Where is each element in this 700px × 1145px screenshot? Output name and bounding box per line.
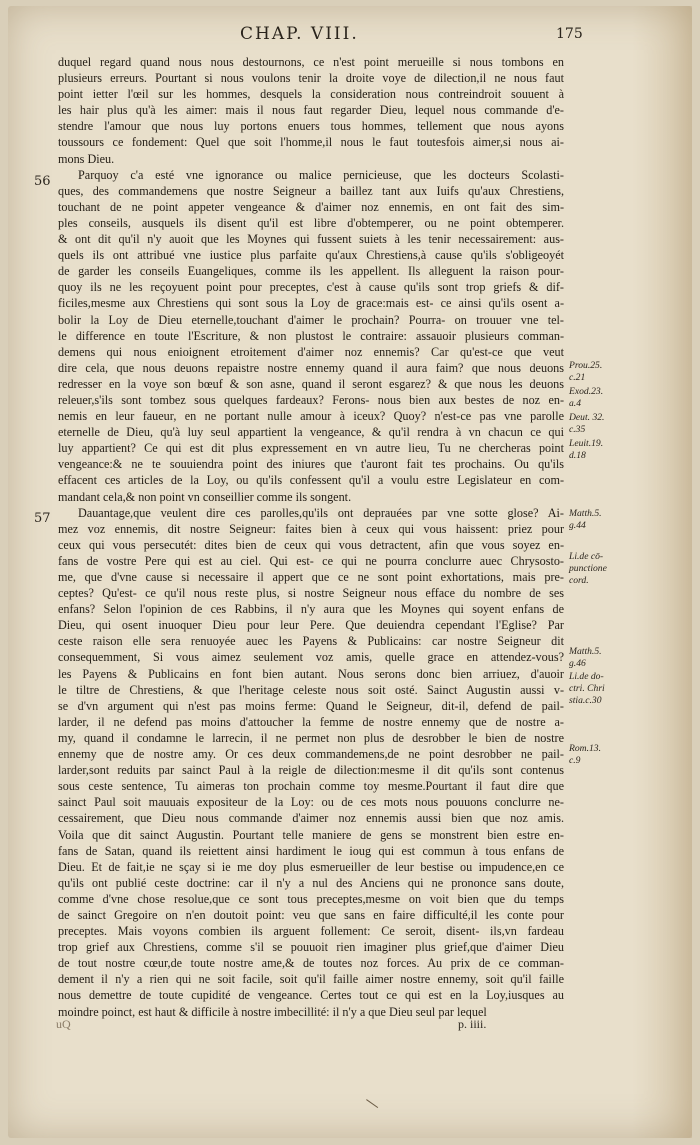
text-line: sainct Paul soit mauuais expositeur de la Loy: ou de ces mots nous pouuons conclurre ne- <box>58 795 564 810</box>
paragraph-number: 57 <box>34 511 51 526</box>
text-line: Dieu, qui osent inuoquer Dieu pour leur Pere. Que deuiendra cependant l'Eglise? Par <box>58 618 564 633</box>
text-line: de tout nostre cœur,de toute nostre ame,& de toutes noz forces. Au prix de ce comman- <box>58 956 564 971</box>
margin-note-line: Prou.25. <box>569 360 603 371</box>
text-line: de garder les conseils Euangeliques, comme ils les appellent. Ils alleguent la raison pour- <box>58 264 564 279</box>
margin-note-line: d.18 <box>569 450 586 461</box>
text-line: ennemy que de nostre amy. Or ces deux commandemens,de ne point desrobber ne pail- <box>58 747 564 762</box>
text-line: ficiles,mesme aux Chrestiens qui sont sous la Loy de grace:mais est- ce ainsi qu'ils osent a- <box>58 296 564 311</box>
margin-note-line: Rom.13. <box>569 743 601 754</box>
margin-note-line: g.44 <box>569 520 586 531</box>
text-line: duquel regard quand nous nous destournons, ce n'est point merueille si nous tombons en <box>58 55 564 69</box>
text-line: cessairement, que Dieu nous commande d'aimer noz ennemis aussi bien que noz amis. <box>58 811 564 826</box>
text-line: larder, il ne defend pas moins d'attoucher la femme de nostre ennemy que de nostre a- <box>58 714 564 729</box>
margin-note <box>569 671 649 707</box>
margin-note-line: c.21 <box>569 372 586 383</box>
margin-note-line: cord. <box>569 575 589 586</box>
margin-note <box>569 551 649 587</box>
book-page <box>8 6 692 1138</box>
margin-note-line: g.46 <box>569 658 586 669</box>
folio-number: 175 <box>556 26 583 42</box>
text-line: fans de vostre Pere qui est au ciel. Qui est- ce qui ne pourra conclurre auec Chrysosto- <box>58 553 564 568</box>
text-line: de sainct Gregoire on n'en doutoit point: veu que sans en faire difficulté,il les conte pour <box>58 907 564 922</box>
text-line: nous demettre de toute cupidité de vengeance. Certes tout ce qui est en la Loy,iusques au <box>58 988 564 1003</box>
text-line: touchant de ne point appeter vengeance & d'aimer noz ennemis, en ont fait des sim- <box>58 199 564 214</box>
text-line: & ont dit qu'il n'y auoit que les Moynes qui fussent suiets à les tenir necessairement: aus- <box>58 232 564 247</box>
catchword: uQ <box>56 1017 71 1031</box>
margin-note-line: c.35 <box>569 424 586 435</box>
text-line: plusieurs erreurs. Pourtant si nous voulons tenir la droite voye de dilection,il ne nous faut <box>58 71 564 86</box>
paragraph-number: 56 <box>34 174 51 189</box>
text-line: larder,sont reduits par sainct Paul à la reigle de dilection:mesme il dit qu'ils sont contenus <box>58 763 564 778</box>
text-line: nemis en leur faueur, en ne portant nulle amour à iceux? Quoy? n'est-ce pas vne parolle <box>58 409 564 424</box>
text-line: dire cela, que nous deuons repaistre nostre ennemy quand il aura faim? que nous deuons <box>58 360 564 375</box>
margin-note-line: ctri. Chri <box>569 683 605 694</box>
text-line: ceste raison elle sera renuoyée auec les Payens & Publicains: car nostre Seigneur dit <box>58 634 564 649</box>
text-line: mandant cela,& non point vn conseillier comme ils songent. <box>58 489 352 504</box>
margin-note <box>569 386 649 410</box>
margin-note-line: Li.de do- <box>569 671 604 682</box>
text-line: le difference en toute l'Escriture, & non plustost le contraire: assauoir plusieurs comman- <box>58 328 564 343</box>
text-line: mez voz ennemis, dit nostre Seigneur: faites bien à ceux qui vous haissent: priez pour <box>58 521 564 536</box>
margin-note-line: Li.de cō- <box>569 551 604 562</box>
text-line: vengeance:& ne te souuiendra point des iniures que t'auront fait tes prochains. Ou qu'ils <box>58 457 564 472</box>
text-line: demens qui nous enioignent etroitement d'aimer noz ennemis? Car qu'est-ce que veut <box>58 344 564 359</box>
text-line: Voila que dit sainct Augustin. Pourtant telle maniere de gens se monstrent bien estre en- <box>58 827 564 842</box>
signature-mark: p. iiii. <box>458 1017 487 1031</box>
text-line: bolir la Loy de Dieu eternelle,touchant d'aimer le prochain? Pourra- on trouuer vne tel- <box>58 312 564 327</box>
text-line: mons Dieu. <box>58 151 115 166</box>
text-line: luy appartient? Ce qui est dit plus expressement en vn autre lieu, Tu ne chercheras point <box>58 441 564 456</box>
text-line: quels ils ont attribué vne iustice plus parfaite qu'aux Chrestiens,à cause qu'ils s'obligeoyét <box>58 248 564 263</box>
margin-note-line: c.9 <box>569 755 581 766</box>
text-line: les hair plus qu'à les aimer: mais il nous faut regarder Dieu, lequel nous commande d'e- <box>58 103 564 118</box>
text-line: quoy ils ne les reçoyuent point pour preceptes, c'est à cause qu'ils sont trop griefs & dif- <box>58 280 564 295</box>
text-line: fans de Satan, quand ils reiettent ainsi hardiment le ioug qui est commun à tous enfans de <box>58 843 564 858</box>
text-line: ques, des commandemens que nostre Seigneur a baillez tant aux Iuifs qu'aux Chrestiens, <box>58 183 564 198</box>
margin-note <box>569 360 649 384</box>
margin-note <box>569 508 649 532</box>
margin-note-line: Matth.5. <box>569 646 602 657</box>
text-line: my, quand il condamne le larrecin, il ne permet non plus de desrobber le bien de nostre <box>58 730 564 745</box>
margin-note <box>569 438 649 462</box>
text-line: qu'ils ont publié ceste doctrine: car il n'y a nul des Anciens qui ne prononce sans doute, <box>58 875 564 890</box>
text-line: ceptes? Qu'est- ce qu'il nous reste plus, si nostre Seigneur nous efface du nombre de ses <box>58 586 564 601</box>
text-line: toussours ce fondement: Quel que soit l'homme,il nous le faut toutesfois aimer,si nous ai- <box>58 135 564 150</box>
text-line: eternelle de Dieu, qu'à luy seul appartient la vengeance, & qu'il rendra à vn chacun ce qui <box>58 425 564 440</box>
text-line: releuer,s'ils sont tombez sous quelques fardeaux? Ferons- nous bien aux bestes de noz en- <box>58 392 564 407</box>
text-line: redresser en la voye son bœuf & son asne, quand il seront esgarez? & que nous les deuons <box>58 376 564 391</box>
text-line: effacent ces articles de la Loy, ou qu'ils confessent qu'il a voulu estre Legislateur en com- <box>58 473 564 488</box>
text-line: dement il n'y a rien qui ne soit facile, soit qu'il faille aimer nostre ennemy, soit qu'il faille <box>58 972 564 987</box>
text-line: ples conseils, ausquels ils disent qu'il est libre d'obtemperer, ou ne point obtemperer. <box>58 215 564 230</box>
margin-note-line: punctione <box>569 563 607 574</box>
text-line: consequemment, Si vous aimez seulement voz amis, quelle grace en attendez-vous? <box>58 650 564 665</box>
text-line: Dauantage,que veulent dire ces parolles,qu'ils ont deprauées par vne sotte glose? Ai- <box>78 505 564 520</box>
text-line: Dieu. Et de fait,ie ne sçay si ie me doy plus esmerueiller de leur bestise ou impudence,en ce <box>58 859 564 874</box>
running-header <box>8 24 692 50</box>
margin-note-line: stia.c.30 <box>569 695 602 706</box>
ink-mark <box>366 1091 384 1108</box>
text-line: sous ceste sentence, Tu aimeras ton prochain comme toy mesme.Pourtant il faut dire que <box>58 779 564 794</box>
text-line: Parquoy c'a esté vne ignorance ou malice pernicieuse, que les docteurs Scolasti- <box>78 167 564 182</box>
text-line: preceptes. Mais voyons combien ils arguent follement: Ce seroit, disent- ils,vn fardeau <box>58 924 564 939</box>
text-line: enfans? Selon l'opinion de ces Rabbins, il n'y aura que les Moynes qui soyent enfans de <box>58 602 564 617</box>
text-line: moindre poinct, est haut & difficile à nostre imbecillité: il n'y a que Dieu seul par lequel <box>58 1004 487 1019</box>
margin-note-line: Exod.23. <box>569 386 604 397</box>
margin-note-line: Matth.5. <box>569 508 602 519</box>
text-line: les Payens & Publicains en font bien autant. Nous serons donc bien arriuez, d'auoir <box>58 666 564 681</box>
text-line: stendre l'amour que nous luy portons enuers tous hommes, tellement que nous ayons <box>58 119 564 134</box>
page-footer <box>8 1017 692 1037</box>
body-text <box>58 54 564 1020</box>
margin-note <box>569 412 649 436</box>
text-line: me, que d'vne cause si necessaire il appert que ce ne sont point exhortations, mais pre- <box>58 570 564 584</box>
text-line: le tiltre de Chrestiens, & que l'heritage celeste nous soit osté. Sainct Augustin aussi v- <box>58 682 564 697</box>
text-line: comme d'vne chose resolue,que ce sont tous preceptes,mesme on voit bien que du temps <box>58 891 564 906</box>
text-line: se d'vn argument qui n'est pas moins ferme: Quand le Seigneur, dit-il, defend de pail- <box>58 698 564 713</box>
margin-note-line: a.4 <box>569 398 581 409</box>
text-line: point ietter l'œil sur les hommes, desquels la consideration nous contreindroit souuent à <box>58 87 564 102</box>
margin-note-line: Leuit.19. <box>569 438 604 449</box>
margin-note <box>569 646 649 670</box>
text-line: trop grief aux Chrestiens, comme s'il se pouuoit rien imaginer plus grief,que d'aimer Dieu <box>58 940 564 955</box>
text-line: ceux qui vous persecutét: dites bien de ceux qui vous detractent, afin que vous soyez en- <box>58 537 564 552</box>
chapter-title: CHAP. VIII. <box>240 24 359 44</box>
margin-note <box>569 743 649 767</box>
margin-note-line: Deut. 32. <box>569 412 605 423</box>
